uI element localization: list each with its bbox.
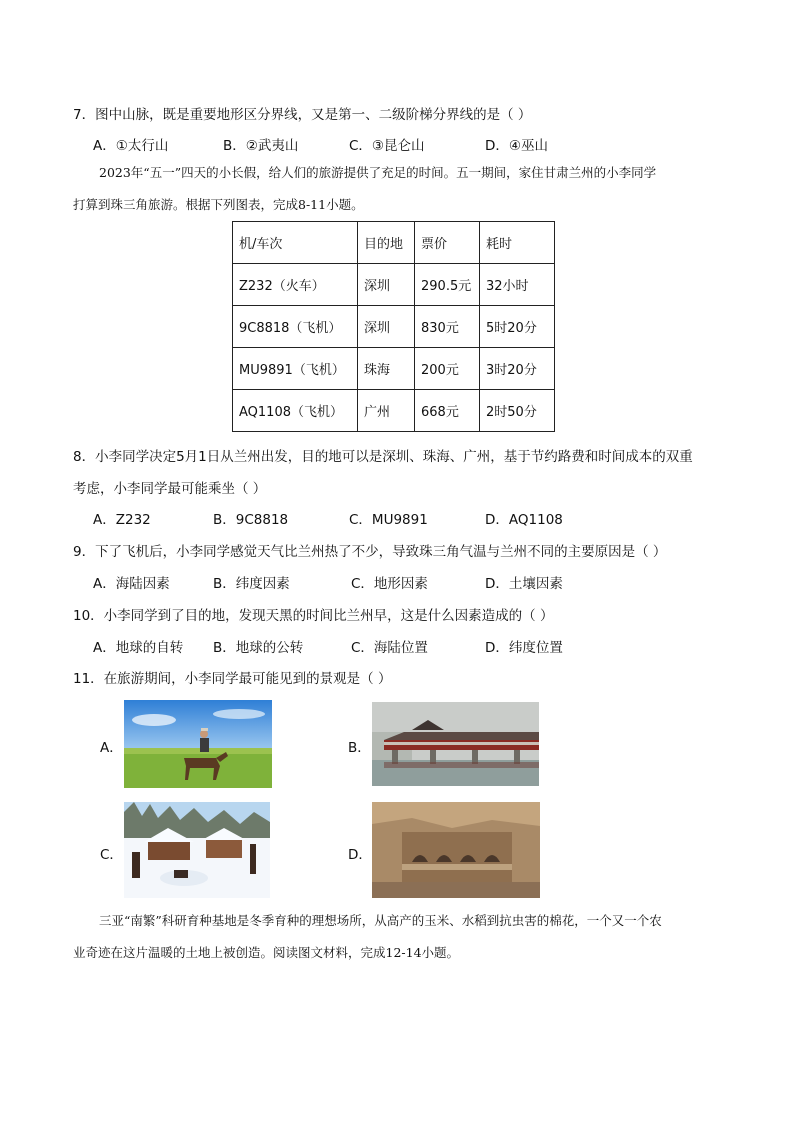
table-header-cell: 票价 [415, 222, 480, 264]
table-cell: 珠海 [358, 348, 415, 390]
table-header-cell: 目的地 [358, 222, 415, 264]
q10-option-b[interactable]: B．地球的公转 [213, 640, 304, 656]
q11-option-b-label[interactable]: B． [348, 740, 371, 756]
table-cell: 830元 [415, 306, 480, 348]
table-cell: MU9891（飞机） [233, 348, 358, 390]
table-cell: 32小时 [480, 264, 555, 306]
q8-option-b[interactable]: B．9C8818 [213, 512, 289, 528]
q9-option-d[interactable]: D．土壤因素 [485, 576, 563, 592]
covered-bridge-photo[interactable] [372, 702, 539, 786]
q8-option-d[interactable]: D．AQ1108 [485, 512, 563, 528]
question-7-stem: 7．图中山脉，既是重要地形区分界线，又是第一、二级阶梯分界线的是（ ） [73, 107, 532, 123]
q8-option-c[interactable]: C．MU9891 [349, 512, 428, 528]
q10-option-c[interactable]: C．海陆位置 [351, 640, 428, 656]
table-cell: 5时20分 [480, 306, 555, 348]
table-cell: 9C8818（飞机） [233, 306, 358, 348]
q10-option-a[interactable]: A．地球的自转 [93, 640, 184, 656]
q7-option-c[interactable]: C．③昆仑山 [349, 138, 425, 154]
q11-option-c-label[interactable]: C． [100, 847, 123, 863]
table-cell: 深圳 [358, 264, 415, 306]
table-row [233, 306, 555, 348]
snowy-village-photo[interactable] [124, 802, 270, 898]
q11-option-a-label[interactable]: A． [100, 740, 123, 756]
q7-option-b[interactable]: B．②武夷山 [223, 138, 299, 154]
outro-paragraph [73, 905, 723, 969]
q11-option-d-label[interactable]: D． [348, 847, 372, 863]
table-cell: 290.5元 [415, 264, 480, 306]
intro-line-2: 打算到珠三角旅游。根据下列图表，完成8-11小题。 [73, 197, 364, 212]
table-cell: Z232（火车） [233, 264, 358, 306]
q9-option-a[interactable]: A．海陆因素 [93, 576, 170, 592]
table-cell: 深圳 [358, 306, 415, 348]
table-header-row [233, 222, 555, 264]
table-row [233, 264, 555, 306]
q9-option-b[interactable]: B．纬度因素 [213, 576, 290, 592]
table-cell: 200元 [415, 348, 480, 390]
grassland-horseman-photo[interactable] [124, 700, 272, 788]
table-header-cell: 机/车次 [233, 222, 358, 264]
question-11-stem: 11．在旅游期间，小李同学最可能见到的景观是（ ） [73, 671, 392, 687]
intro-paragraph [73, 157, 723, 221]
intro-line-1: 2023年“五一”四天的小长假，给人们的旅游提供了充足的时间。五一期间，家住甘肃兰州的小李同学 [99, 165, 657, 180]
table-row [233, 348, 555, 390]
table-cell: AQ1108（飞机） [233, 390, 358, 432]
cave-dwelling-photo[interactable] [372, 802, 540, 898]
q8-option-a[interactable]: A．Z232 [93, 512, 151, 528]
question-10-stem: 10．小李同学到了目的地，发现天黑的时间比兰州早，这是什么因素造成的（ ） [73, 608, 554, 624]
q10-option-d[interactable]: D．纬度位置 [485, 640, 563, 656]
q9-option-c[interactable]: C．地形因素 [351, 576, 428, 592]
q7-option-d[interactable]: D．④巫山 [485, 138, 548, 154]
table-row [233, 390, 555, 432]
question-8-stem-line-1: 8．小李同学决定5月1日从兰州出发，目的地可以是深圳、珠海、广州，基于节约路费和时间成本的双重 [73, 449, 693, 465]
question-8-stem-line-2: 考虑，小李同学最可能乘坐（ ） [73, 481, 267, 497]
table-cell: 668元 [415, 390, 480, 432]
outro-line-1: 三亚“南繁”科研育种基地是冬季育种的理想场所，从高产的玉米、水稻到抗虫害的棉花，一个又一个农 [99, 913, 662, 928]
outro-line-2: 业奇迹在这片温暖的土地上被创造。阅读图文材料，完成12-14小题。 [73, 945, 460, 960]
table-cell: 3时20分 [480, 348, 555, 390]
table-cell: 广州 [358, 390, 415, 432]
table-header-cell: 耗时 [480, 222, 555, 264]
transport-table [232, 221, 555, 432]
q7-option-a[interactable]: A．①太行山 [93, 138, 169, 154]
question-9-stem: 9．下了飞机后，小李同学感觉天气比兰州热了不少，导致珠三角气温与兰州不同的主要原因是（ ） [73, 544, 667, 560]
table-cell: 2时50分 [480, 390, 555, 432]
